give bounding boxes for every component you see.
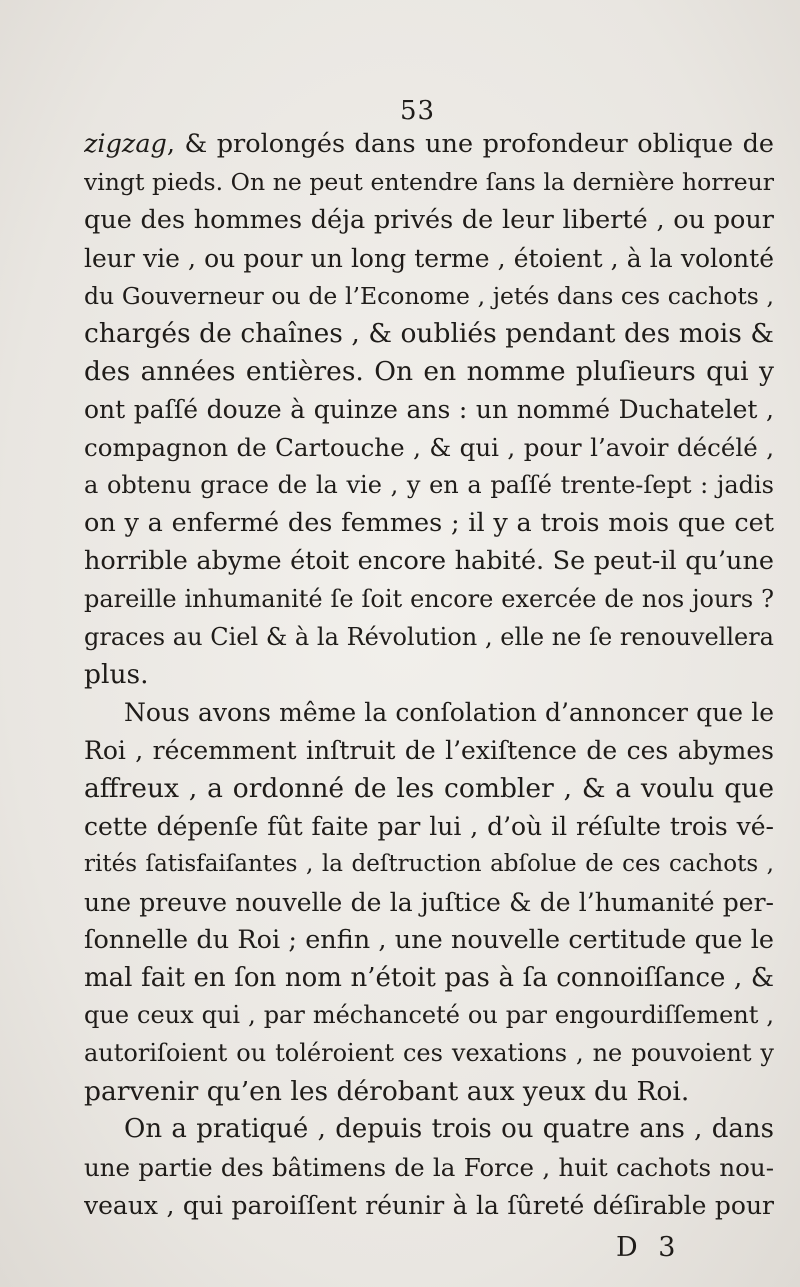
line-text: que des hommes déja privés de leur liberté , ou pour: [84, 204, 774, 235]
line-text: Roi , récemment inſtruit de l’exiſtence de ces abymes: [84, 736, 774, 766]
page-number: 53: [400, 96, 436, 126]
line-text: affreux , a ordonné de les combler , & a voulu que: [84, 773, 774, 805]
text-line: [84, 202, 774, 240]
text-line: [84, 543, 774, 581]
text-line: [84, 429, 774, 467]
line-text: ont paſſé douze à quinze ans : un nommé Duchatelet ,: [84, 395, 774, 425]
text-line: [84, 240, 774, 278]
text-line: [84, 922, 774, 960]
line-text: autoriſoient ou toléroient ces vexations , ne pouvoient y: [84, 1039, 774, 1068]
text-line: [84, 278, 774, 316]
italic-word: zigzag: [84, 129, 167, 159]
text-line: [84, 1111, 774, 1149]
text-line: [84, 808, 774, 846]
text-line: [84, 1149, 774, 1187]
line-text: a obtenu grace de la vie , y en a paſſé trente-ſept : jadis: [84, 471, 774, 500]
line-text: chargés de chaînes , & oubliés pendant des mois &: [84, 318, 774, 350]
line-text: on y a enfermé des femmes ; il y a trois mois que cet: [84, 507, 774, 538]
line-text: ſonnelle du Roi ; enfin , une nouvelle certitude que le: [84, 924, 774, 955]
text-line: [84, 770, 774, 808]
line-text: Nous avons même la conſolation d’annoncer que le: [124, 698, 774, 728]
line-text: des années entières. On en nomme pluſieurs qui y: [84, 356, 774, 388]
text-line: [84, 1035, 774, 1073]
text-line: [84, 353, 774, 391]
line-text: parvenir qu’en les dérobant aux yeux du Roi.: [84, 1076, 690, 1108]
text-line: [84, 391, 774, 429]
line-text: une partie des bâtimens de la Force , huit cachots nou-: [84, 1153, 774, 1183]
text-line: [84, 505, 774, 543]
line-text: cette dépenſe fût faite par lui , d’où il réſulte trois vé-: [84, 812, 774, 842]
text-line: [84, 997, 774, 1035]
line-text: veaux , qui paroiſſent réunir à la ſûreté déſirable pour: [84, 1190, 774, 1220]
text-line: [84, 656, 774, 694]
signature-mark: D 3: [616, 1232, 682, 1263]
text-line: [84, 694, 774, 732]
line-text: vingt pieds. On ne peut entendre ſans la dernière horreur: [84, 167, 774, 196]
line-text: pareille inhumanité ſe ſoit encore exercée de nos jours ?: [84, 584, 774, 613]
line-text: compagnon de Cartouche , & qui , pour l’avoir décélé ,: [84, 433, 774, 463]
text-line: [84, 1187, 774, 1225]
line-text: graces au Ciel & à la Révolution , elle ne ſe renouvellera: [84, 622, 774, 651]
text-line: [84, 960, 774, 998]
text-line: [84, 126, 774, 164]
line-text: rités ſatisfaiſantes , la deſtruction abſolue de ces cachots ,: [84, 850, 774, 877]
text-line: [84, 467, 774, 505]
body-text: [84, 126, 774, 1225]
text-line: [84, 884, 774, 922]
line-text: plus.: [84, 659, 149, 691]
line-text: , & prolongés dans une profondeur oblique de: [166, 129, 774, 159]
text-line: [84, 1073, 774, 1111]
text-line: [84, 315, 774, 353]
line-text: leur vie , ou pour un long terme , étoient , à la volonté: [84, 243, 774, 273]
text-line: [84, 732, 774, 770]
text-line: [84, 581, 774, 619]
text-line: [84, 619, 774, 657]
line-text: une preuve nouvelle de la juſtice & de l’humanité per-: [84, 887, 774, 917]
line-text: mal fait en ſon nom n’étoit pas à ſa connoiſſance , &: [84, 962, 774, 993]
line-text: On a pratiqué , depuis trois ou quatre ans , dans: [124, 1114, 774, 1145]
line-text: du Gouverneur ou de l’Econome , jetés dans ces cachots ,: [84, 281, 774, 310]
line-text: horrible abyme étoit encore habité. Se peut-il qu’une: [84, 545, 774, 576]
line-text: que ceux qui , par méchanceté ou par engourdiſſement ,: [84, 1001, 774, 1030]
text-line: [84, 164, 774, 202]
text-line: [84, 846, 774, 884]
